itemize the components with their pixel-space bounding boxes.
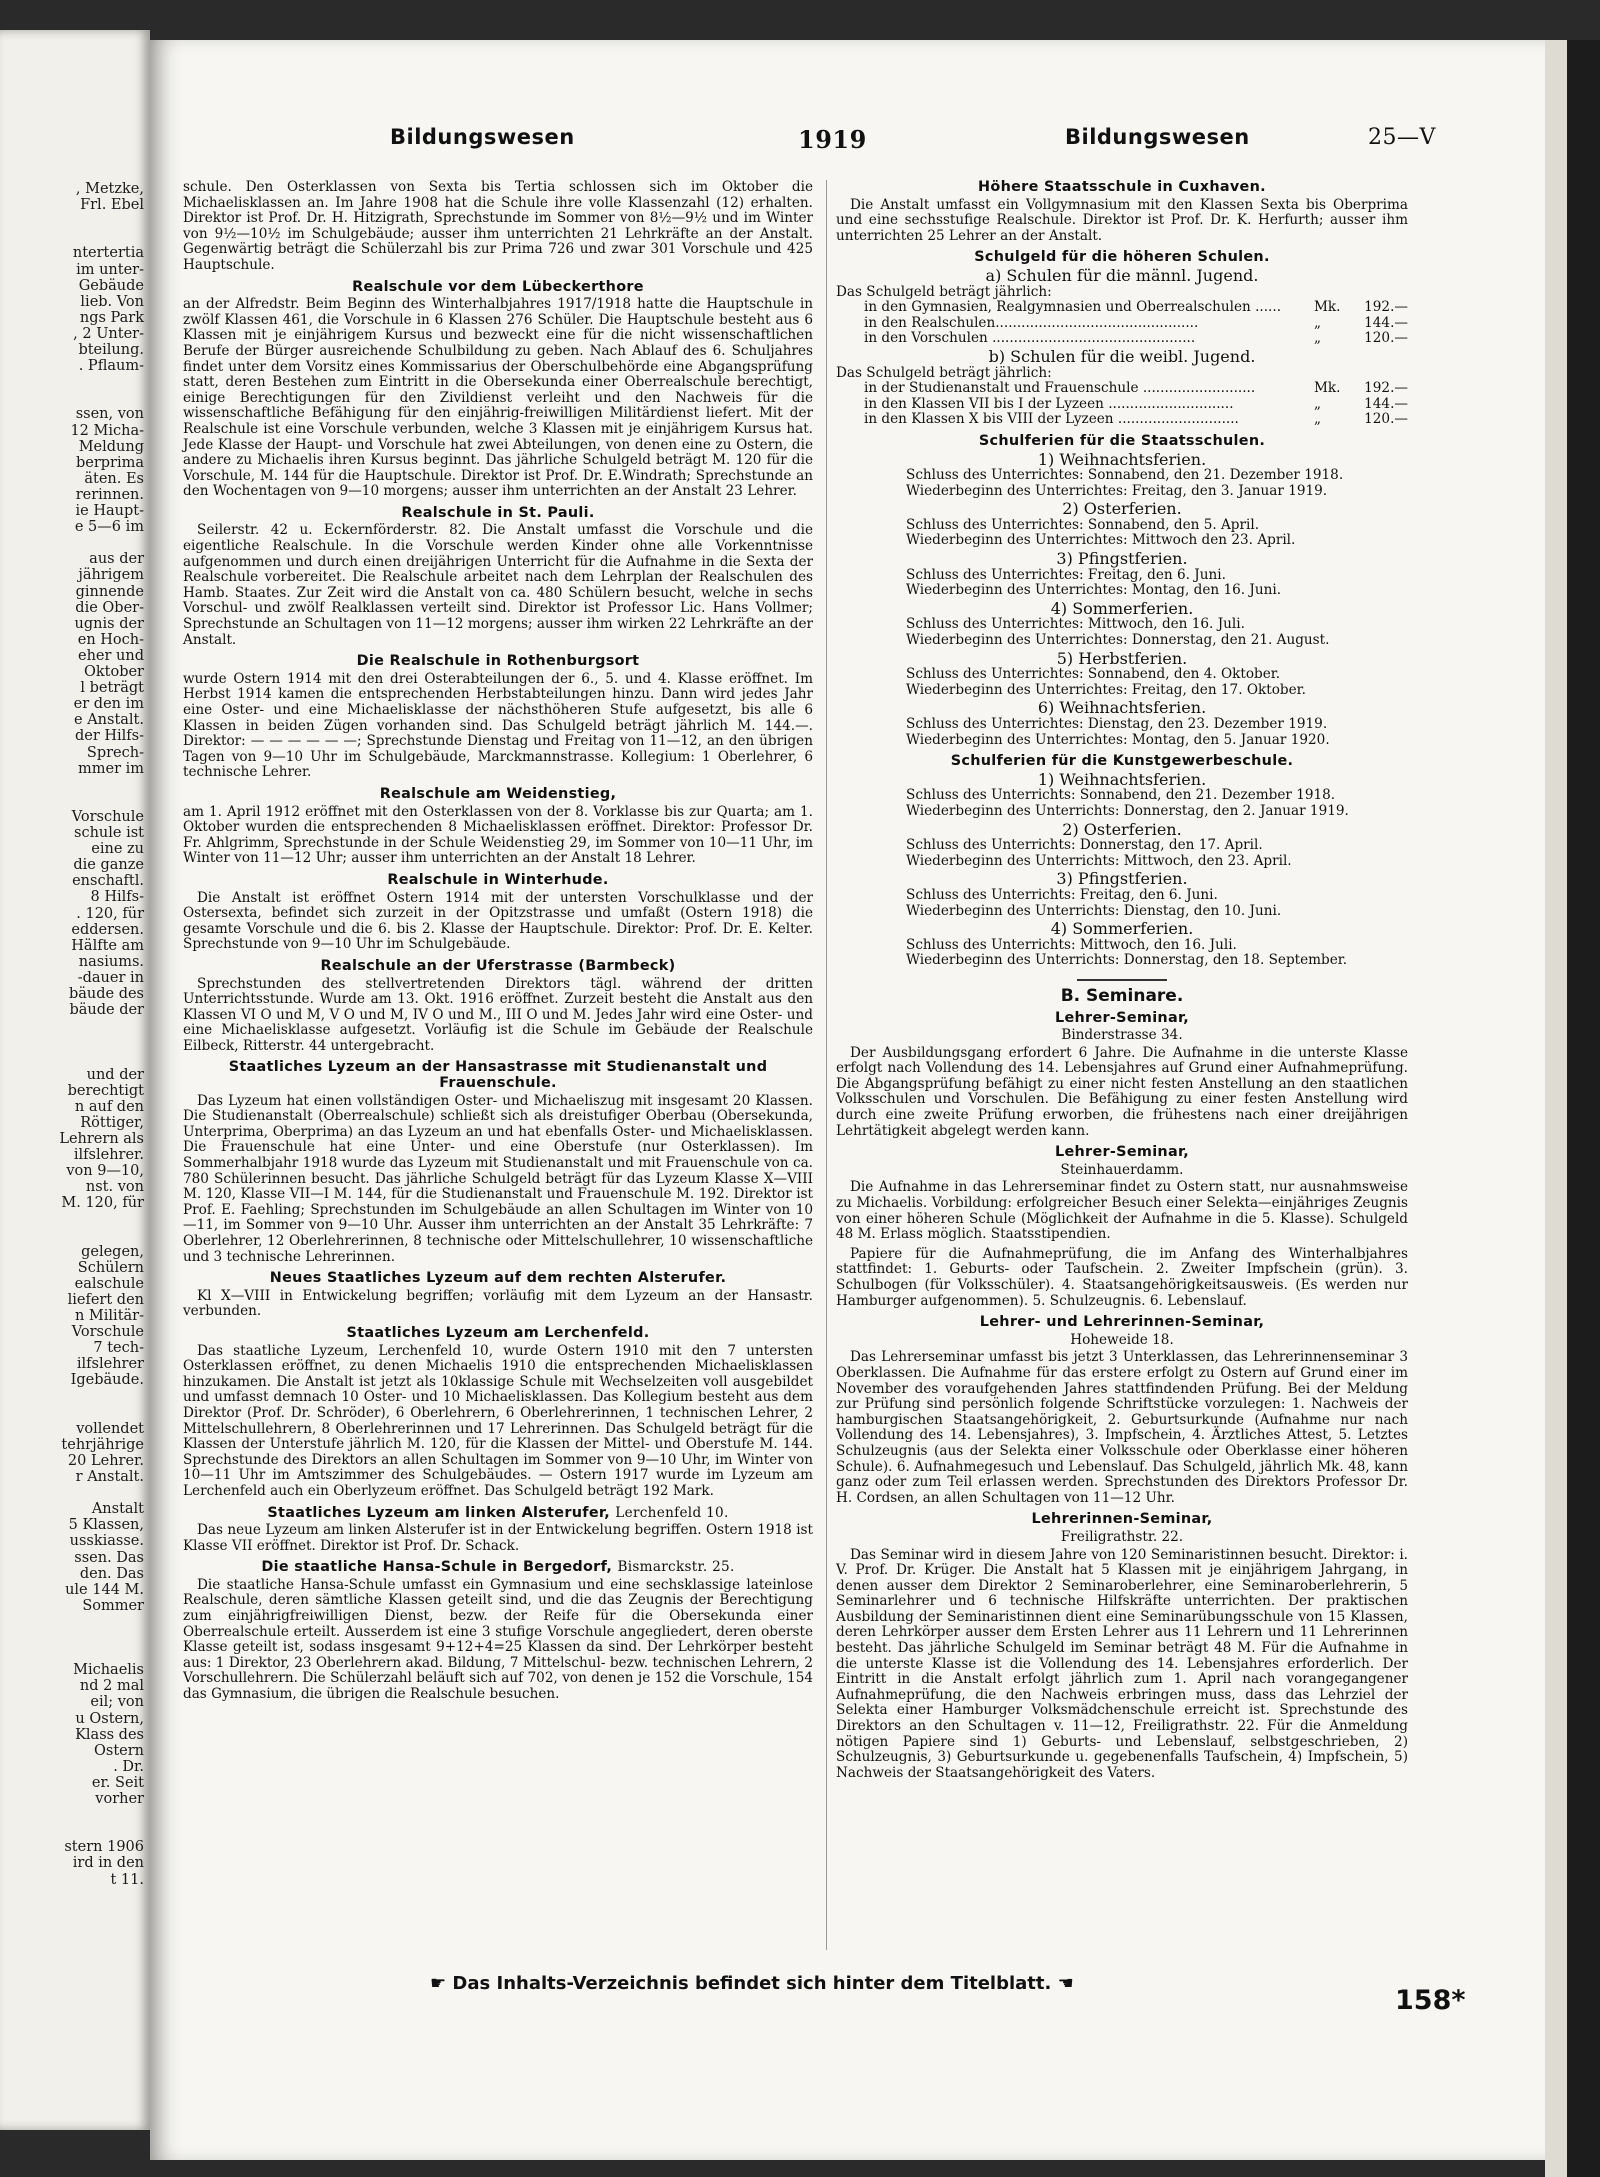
left-page-line: ule 144 M. bbox=[65, 1581, 144, 1598]
holiday-end-line: Schluss des Unterrichtes: Sonnabend, den 4. Oktober. bbox=[906, 666, 1281, 683]
fee-label: in den Gymnasien, Realgymnasien und Oberrealschulen ...... bbox=[864, 299, 1282, 316]
section-text: Das Lyzeum hat einen vollständigen Oster- und Michaeliszug mit insgesamt 20 Klassen. Die Studienanstalt (Oberrealschule) schließt sich als dreistufiger Oberbau (Obersekunda, Unterprima, Oberprima) an das Lyzeum an und hat ebenfalls Oster- und Michaelisklassen. Die Frauenschule hat eine Unter- und eine Oberstufe (nur Osterklassen). Im Sommerhalbjahr 1918 wurde das Lyzeum mit Studienanstalt und mit Frauenschule von ca. 780 Schülerinnen besucht. Das jährliche Schulgeld beträgt für das Lyzeum Klasse X—VIII M. 120, Klasse VII—I M. 144, für die Studienanstalt und Frauenschule M. 192. Direktor ist Prof. E. Faehling; Sprechstunden im Schulgebäude an allen Schultagen im Winter von 10—11, im Sommer von 9—10 Uhr. Ausser ihm unterrichten an der Anstalt 35 Lehrkräfte: 7 Oberlehrer, 12 Oberlehrerinnen, 8 technische oder Mittelschullehrer, 10 wissenschaftliche und 3 technische Lehrerinnen. bbox=[183, 1092, 813, 1265]
left-page-line: Röttiger, bbox=[80, 1114, 144, 1131]
fee-label: in den Klassen VII bis I der Lyzeen ............................. bbox=[864, 395, 1234, 412]
section-title: Realschule an der Uferstrasse (Barmbeck) bbox=[320, 957, 676, 974]
section-text: Die staatliche Hansa-Schule umfasst ein Gymnasium und eine sechsklassige lateinlose Realschule, deren sämtliche Klassen geteilt sind, und die das Zeugnis der Berechtigung zum einjährigfreiwilligen Dienst, bezw. der Reife für die Obersekunda einer Oberrealschule erteilt. Ausserdem ist eine 3 stufige Vorschule angegliedert, deren oberste Klasse geteilt ist, sodass insgesamt 9+12+4=25 Klassen da sind. Der Lehrkörper besteht aus: 1 Direktor, 23 Oberlehrern akad. Bildung, 7 Mittelschul- bezw. technischen Lehrern, 2 Vorschullehrern. Die Schülerzahl beläuft sich auf 702, von denen je 152 die Vorschule, 154 das Gymnasium, die übrigen die Realschule besuchen. bbox=[183, 1576, 813, 1703]
holiday-end-line: Schluss des Unterrichtes: Dienstag, den 23. Dezember 1919. bbox=[906, 716, 1328, 732]
fee-label: in den Vorschulen ............................................... bbox=[864, 330, 1196, 347]
left-page-line: eil; von bbox=[90, 1694, 144, 1711]
holiday-end-line: Schluss des Unterrichtes: Mittwoch, den 16. Juli. bbox=[906, 616, 1245, 633]
holiday-resume-line: Wiederbeginn des Unterrichtes: Donnerstag, den 21. August. bbox=[906, 632, 1330, 649]
seminar-title: Lehrerinnen-Seminar, bbox=[1031, 1511, 1213, 1528]
left-page-line: Frl. Ebel bbox=[80, 197, 144, 214]
section-address: Bismarckstr. 25. bbox=[617, 1559, 735, 1576]
seminar-address: Steinhauerdamm. bbox=[1060, 1161, 1184, 1178]
column-rule bbox=[826, 180, 827, 1950]
fee-currency: „ bbox=[1314, 330, 1322, 347]
left-page-line: Lehrern als bbox=[59, 1130, 144, 1147]
section-text: Die Anstalt ist eröffnet Ostern 1914 mit der untersten Vorschulklasse und der Ostersexta, befindet sich zurzeit in der Opitzstrasse und umfaßt (Ostern 1918) die gesamte Vorschule und die 6. bis 2. Klasse der Hauptschule. Direktor: Prof. Dr. E. Kelter. Sprechstunde von 9—10 Uhr im Schulgebäude. bbox=[183, 889, 813, 953]
left-page-line: ntertertia bbox=[72, 245, 144, 262]
pointing-hand-icon: ☚ bbox=[1057, 1973, 1074, 1994]
left-page-line: schule ist bbox=[74, 825, 144, 841]
holiday-name: 2) Osterferien. bbox=[1062, 499, 1182, 519]
left-page-line: gelegen, bbox=[81, 1243, 144, 1260]
fee-label: in den Klassen X bis VIII der Lyzeen ............................ bbox=[864, 411, 1239, 428]
seminar-address: Freiligrathstr. 22. bbox=[1060, 1528, 1184, 1545]
holiday-end-line: Schluss des Unterrichtes: Sonnabend, den 21. Dezember 1918. bbox=[906, 467, 1344, 484]
left-page-line: nd 2 mal bbox=[79, 1678, 144, 1695]
left-page-line: . Pflaum- bbox=[78, 358, 144, 375]
section-title: Realschule in Winterhude. bbox=[387, 871, 609, 888]
left-page-line: stern 1906 bbox=[64, 1839, 144, 1856]
seminar-text: Das Seminar wird in diesem Jahre von 120 Seminaristinnen besucht. Direktor: i. V. Prof. Dr. Krüger. Die Anstalt hat 5 Klassen mit je einjährigem Jahrgang, in denen ausser dem Direktor 2 Seminaroberlehrer, eine Seminaroberlehrerin, 5 Seminarlehrer und 6 technische Hilfskräfte unterrichten. Der praktischen Ausbildung der Seminaristinnen dient eine Seminarübungsschule von 15 Klassen, deren Lehrkörper ausser dem Ersten Lehrer aus 11 Lehrern und 11 Lehrerinnen besteht. Das jährliche Schulgeld im Seminar beträgt 48 M. Für die Aufnahme in die unterste Klasse ist die Vollendung des 14. Lebensjahres erforderlich. Der Eintritt in die Anstalt erfolgt jährlich zum 1. April nach vorangegangener Aufnahmeprüfung, die den Nachweis erbringen muss, dass das Lehrziel der Selekta einer Hamburger Volksmädchenschule erreicht ist. Sprechstunde des Direktors an den Schultagen v. 11—12, Freiligrathstr. 22. Für die Anmeldung nötigen Papiere sind 1) Geburts- und Lebenslauf, selbstgeschrieben, 2) Schulzeugnis, 3) Geburtsurkunde u. gegebenenfalls Taufschein, 4) Impfschein, 5) Nachweis der Staatsangehörigkeit des Vaters. bbox=[836, 1546, 1408, 1781]
section-title: Die Realschule in Rothenburgsort bbox=[356, 653, 640, 670]
holiday-end-line: Schluss des Unterrichts: Sonnabend, den 21. Dezember 1918. bbox=[906, 787, 1336, 804]
left-page-line: Gebäude bbox=[78, 277, 144, 294]
left-page-line: ilfslehrer. bbox=[73, 1147, 144, 1163]
left-page-line: ird in den bbox=[72, 1855, 144, 1872]
left-page-line: ngs Park bbox=[79, 309, 144, 326]
left-page-line: M. 120, für bbox=[61, 1195, 144, 1212]
section-text: Das neue Lyzeum am linken Alsterufer ist in der Entwickelung begriffen. Ostern 1918 ist Klasse VII eröffnet. Direktor ist Prof. Dr. Schack. bbox=[183, 1522, 813, 1554]
left-page-line: äten. Es bbox=[84, 470, 144, 487]
left-page-line: im unter- bbox=[76, 261, 144, 278]
holiday-name: 1) Weihnachtsferien. bbox=[1037, 769, 1207, 789]
section-address: Lerchenfeld 10. bbox=[615, 1504, 729, 1521]
holiday-name: 5) Herbstferien. bbox=[1056, 648, 1188, 668]
left-page-line: . 120, für bbox=[76, 905, 144, 922]
divider bbox=[1077, 979, 1167, 981]
left-page-line: liefert den bbox=[67, 1291, 144, 1308]
holiday-resume-line: Wiederbeginn des Unterrichtes: Mittwoch den 23. April. bbox=[906, 532, 1296, 549]
subheading: a) Schulen für die männl. Jugend. bbox=[985, 265, 1259, 285]
seminar-title: Lehrer-Seminar, bbox=[1054, 1144, 1190, 1161]
section-title: Realschule vor dem Lübeckerthore bbox=[352, 278, 644, 295]
left-page-line: tehrjährige bbox=[61, 1436, 144, 1453]
seminar-text: Das Lehrerseminar umfasst bis jetzt 3 Unterklassen, das Lehrerinnenseminar 3 Oberklassen. Die Aufnahme für das erstere erfolgt zu Ostern auf Grund einer im November des voraufgehenden Jahres stattfindenden Prüfung. Bei der Meldung zur Prüfung sind persönlich folgende Schriftstücke vorzulegen: 1. Nachweis der hamburgischen Staatsangehörigkeit, 2. Geburtsurkunde (Aufnahme nur nach Vollendung des 14. Lebensjahres), 3. Impfschein, 4. Ärztliches Attest, 5. Letztes Schulzeugnis (aus der Selekta einer Volksschule oder Oberklasse einer höheren Schule). 6. Aufnahmegesuch und Lebenslauf. Das Schulgeld, jährlich Mk. 48, kann ganz oder zum Teil erlassen werden. Sprechstunden des Direktors Professor Dr. H. Cordsen, an allen Schultagen von 11—12 Uhr. bbox=[836, 1349, 1408, 1506]
left-page-line: Michaelis bbox=[73, 1662, 144, 1679]
holiday-list-kunstgewerbeschule bbox=[836, 769, 1408, 969]
left-page-line: vorher bbox=[95, 1791, 144, 1807]
fee-label: in der Studienanstalt und Frauenschule .......................... bbox=[864, 380, 1256, 397]
holiday-name: 1) Weihnachtsferien. bbox=[1037, 449, 1207, 469]
left-page-line: n Militär- bbox=[74, 1308, 144, 1324]
left-page-line: l beträgt bbox=[80, 680, 144, 697]
section-text: Die Anstalt umfasst ein Vollgymnasium mit den Klassen Sexta bis Oberprima und eine sechsstufige Realschule. Direktor ist Prof. Dr. K. Herfurth; ausser ihm unterrichten 25 Lehrer an der Anstalt. bbox=[836, 196, 1408, 244]
left-page-edge bbox=[0, 30, 150, 2130]
section-title: Realschule am Weidenstieg, bbox=[379, 785, 617, 802]
holiday-name: 4) Sommerferien. bbox=[1050, 598, 1194, 618]
left-page-line: . Dr. bbox=[113, 1758, 144, 1775]
section-title-with-address bbox=[183, 1506, 813, 1522]
section-title-with-address bbox=[183, 1560, 813, 1576]
holiday-resume-line: Wiederbeginn des Unterrichts: Donnerstag, den 18. September. bbox=[906, 952, 1348, 969]
section-text: Das staatliche Lyzeum, Lerchenfeld 10, wurde Ostern 1910 mit den 7 untersten Osterklassen eröffnet, zu denen Michaelis 1910 die entsprechenden Michaelisklassen hinzukamen. Die Anstalt ist jetzt als 10klassige Schule mit Wechselzeiten voll ausgebildet und umfasst demnach 10 Oster- und 10 Michaelisklassen. Das Kollegium besteht aus dem Direktor (Prof. Dr. Schröder), 6 Oberlehrern, 6 Oberlehrerinnen, 1 technischen Lehrer, 2 Mittelschullehrern, 8 Oberlehrerinnen und 17 Lehrerinnen. Das Schulgeld beträgt für die Klassen der Unterstufe jährlich M. 120, für die Klassen der Mittel- und Oberstufe M. 144. Sprechstunde des Direktors an allen Schultagen im Sommer von 9—10 Uhr, im Winter von 10—11 Uhr im Amtszimmer des Schulgebäudes. — Ostern 1917 wurde im Lyzeum am Lerchenfeld auch ein Oberlyzeum eröffnet. Das Schulgeld beträgt 192 Mark. bbox=[183, 1342, 813, 1499]
left-page-line: eher und bbox=[77, 647, 144, 664]
page-stack-strip bbox=[1545, 40, 1567, 2177]
holiday-end-line: Schluss des Unterrichtes: Sonnabend, den 5. April. bbox=[906, 516, 1260, 533]
left-page-line: ealschule bbox=[74, 1275, 144, 1292]
left-page-line: aus der bbox=[89, 551, 144, 568]
left-page-line: nst. von bbox=[85, 1179, 144, 1196]
left-page-line: berechtigt bbox=[67, 1082, 144, 1099]
left-page-line: 8 Hilfs- bbox=[90, 889, 144, 906]
holiday-end-line: Schluss des Unterrichtes: Freitag, den 6. Juni. bbox=[906, 566, 1226, 583]
left-page-line: Hälfte am bbox=[71, 937, 144, 954]
fee-currency: Mk. bbox=[1314, 380, 1341, 397]
left-page-line: Meldung bbox=[78, 438, 144, 455]
left-page-line: u Ostern, bbox=[75, 1710, 144, 1727]
fee-currency: „ bbox=[1314, 395, 1322, 412]
holiday-name: 2) Osterferien. bbox=[1062, 819, 1182, 839]
subheading: b) Schulen für die weibl. Jugend. bbox=[988, 346, 1256, 366]
left-page-line: jährigem bbox=[78, 567, 144, 584]
left-page-line: -dauer in bbox=[77, 969, 144, 986]
left-page-line: , 2 Unter- bbox=[73, 325, 144, 342]
footer-note bbox=[430, 1973, 1074, 1994]
holiday-name: 3) Pfingstferien. bbox=[1056, 869, 1188, 889]
footer-text: Das Inhalts-Verzeichnis befindet sich hinter dem Titelblatt. bbox=[452, 1973, 1052, 1994]
section-title: Realschule in St. Pauli. bbox=[401, 504, 595, 521]
left-page-line: e Anstalt. bbox=[74, 712, 144, 729]
left-page-line: mmer im bbox=[77, 760, 144, 777]
section-title: Staatliches Lyzeum an der Hansastrasse mit Studienanstalt und Frauenschule. bbox=[228, 1059, 768, 1092]
left-page-line: er den im bbox=[73, 696, 144, 713]
left-page-line: Vorschule bbox=[71, 1324, 144, 1341]
section-text: Kl X—VIII in Entwickelung begriffen; vorläufig mit dem Lyzeum an der Hansastr. verbunden. bbox=[183, 1287, 813, 1320]
header-right: Bildungswesen bbox=[1065, 125, 1250, 149]
left-page-line: eine zu bbox=[91, 841, 144, 858]
left-page-line: t 11. bbox=[110, 1871, 144, 1888]
left-page-line: ilfslehrer bbox=[76, 1356, 144, 1373]
left-page-line: vollendet bbox=[76, 1420, 144, 1437]
seminar-title: Lehrer- und Lehrerinnen-Seminar, bbox=[979, 1314, 1265, 1331]
fee-amount: 144.— bbox=[1364, 395, 1408, 412]
left-page-line: Schülern bbox=[77, 1259, 144, 1276]
section-title: Höhere Staatsschule in Cuxhaven. bbox=[978, 179, 1266, 195]
section-title: Staatliches Lyzeum am Lerchenfeld. bbox=[346, 1324, 650, 1341]
left-page-line: 7 tech- bbox=[93, 1340, 144, 1357]
holiday-resume-line: Wiederbeginn des Unterrichtes: Montag, den 5. Januar 1920. bbox=[906, 731, 1330, 748]
left-page-line: enschaftl. bbox=[72, 873, 144, 890]
left-page-line: Sommer bbox=[82, 1597, 144, 1614]
seminar-address: Binderstrasse 34. bbox=[1061, 1027, 1183, 1044]
header-left: Bildungswesen bbox=[390, 125, 575, 149]
section-title-text: Die staatliche Hansa-Schule in Bergedorf, bbox=[261, 1559, 613, 1576]
fee-currency: Mk. bbox=[1314, 299, 1341, 316]
fee-row bbox=[836, 412, 1408, 428]
left-page-line: rerinnen. bbox=[75, 486, 144, 503]
fee-label: in den Realschulen............................................... bbox=[864, 314, 1199, 331]
left-page-line: , Metzke, bbox=[75, 181, 144, 197]
left-page-line: Ostern bbox=[93, 1742, 144, 1759]
intro-paragraph: schule. Den Osterklassen von Sexta bis Tertia schlossen sich im Oktober die Michaelisklassen an. Im Jahre 1908 hat die Schule ihre volle Klassenzahl (12) erhalten. Direktor ist Prof. Dr. H. Hitzigrath, Sprechstunde im Sommer von 8½—9½ und im Winter von 9½—10½ im Schulgebäude; ausser ihm unterrichten 21 Lehrkräfte an der Anstalt. Gegenwärtig beträgt die Schülerzahl bis zur Prima 726 und zwar 301 Vorschule und 425 Hauptschule. bbox=[183, 179, 813, 273]
left-page-line: n auf den bbox=[74, 1098, 144, 1115]
holiday-resume-line: Wiederbeginn des Unterrichts: Mittwoch, den 23. April. bbox=[906, 852, 1292, 869]
seminar-title: Lehrer-Seminar, bbox=[1054, 1009, 1190, 1026]
left-page-line: den. Das bbox=[79, 1565, 144, 1582]
fee-amount: 192.— bbox=[1364, 380, 1408, 397]
holiday-resume-line: Wiederbeginn des Unterrichtes: Montag, den 16. Juni. bbox=[906, 582, 1282, 599]
section-text: Seilerstr. 42 u. Eckernförderstr. 82. Die Anstalt umfasst die Vorschule und die eigentliche Realschule. In die Vorschule werden Kinder ohne alle Vorkenntnisse aufgenommen und durch einen dreijährigen Unterricht für die Aufnahme in die Sexta der Realschule vorbereitet. Die Realschule arbeitet nach dem Lehrplan der Realschulen des Hamb. Staates. Zur Zeit wird die Anstalt von ca. 480 Schülern besucht, welche in sechs Vorschul- und zwölf Realklassen verteilt sind. Direktor ist Professor Lic. Hans Vollmer; Sprechstunde an Schultagen von 11—12 morgens; ausser ihm wirken 22 Lehrkräfte an der Anstalt. bbox=[183, 522, 813, 648]
holiday-end-line: Schluss des Unterrichts: Donnerstag, den 17. April. bbox=[906, 837, 1263, 854]
fee-row bbox=[836, 300, 1408, 316]
seminar-text: Papiere für die Aufnahmeprüfung, die im Anfang des Winterhalbjahres stattfindet: 1. Geburts- oder Taufschein. 2. Zweiter Impfschein (grün). 3. Schulbogen (für Volksschüler). 4. Staatsangehörigkeitsausweis. (Es werden nur Hamburger aufgenommen). 5. Schulzeugnis. 6. Lebenslauf. bbox=[836, 1245, 1408, 1309]
holiday-resume-line: Wiederbeginn des Unterrichtes: Freitag, den 3. Januar 1919. bbox=[906, 482, 1328, 499]
section-title-text: Staatliches Lyzeum am linken Alsterufer, bbox=[267, 1504, 610, 1521]
section-title: Schulgeld für die höheren Schulen. bbox=[974, 249, 1270, 266]
left-page-line: von 9—10, bbox=[66, 1163, 144, 1180]
holiday-resume-line: Wiederbeginn des Unterrichtes: Freitag, den 17. Oktober. bbox=[906, 681, 1306, 698]
left-page-line: ssen. Das bbox=[74, 1549, 144, 1566]
fee-intro: Das Schulgeld beträgt jährlich: bbox=[836, 364, 1052, 381]
left-page-line: nasiums. bbox=[78, 953, 144, 970]
left-page-line: 20 Lehrer. bbox=[67, 1452, 144, 1469]
fee-row bbox=[836, 316, 1408, 332]
fee-row bbox=[836, 381, 1408, 397]
holiday-list-staatsschulen bbox=[836, 449, 1408, 749]
section-text: Sprechstunden des stellvertretenden Direktors tägl. während der dritten Unterrichtsstunde. Wurde am 13. Okt. 1916 eröffnet. Zurzeit besteht die Anstalt aus den Klassen VI O und M, V O und M, IV O und M., III O und M. Jedes Jahr wird eine Oster- und eine Michaelisklasse aufgesetzt. Vorläufig ist die Schule im Gebäude der Realschule Eilbeck, Ritterstr. 44 untergebracht. bbox=[183, 975, 813, 1054]
left-page-line: ie Haupt- bbox=[75, 503, 144, 519]
left-page-line: Sprech- bbox=[86, 744, 144, 761]
left-page-line: bäude des bbox=[68, 986, 144, 1002]
left-column bbox=[183, 180, 813, 1707]
left-page-line: r Anstalt. bbox=[75, 1469, 144, 1485]
header-page-code: 25—V bbox=[1368, 125, 1436, 150]
left-page-line: 12 Micha- bbox=[70, 422, 144, 439]
seminar-text: Die Aufnahme in das Lehrerseminar findet zu Ostern statt, nur ausnahmsweise zu Michaelis. Vorbildung: erfolgreicher Besuch einer Selekta—einjähriges Zeugnis von einer höheren Schule (Möglichkeit der Aufnahme in die 5. Klasse). Schulgeld 48 M. Erlass möglich. Staatsstipendien. bbox=[836, 1179, 1408, 1243]
seminar-text: Der Ausbildungsgang erfordert 6 Jahre. Die Aufnahme in die unterste Klasse erfolgt nach Vollendung des 14. Lebensjahres auf Grund einer Aufnahmeprüfung. Die Abgangsprüfung befähigt zu einer nicht festen Anstellung an den staatlichen Volksschulen und Vorschulen. Die Befähigung zu einer festen Anstellung wird durch eine zweite Prüfung erworben, die frühestens nach einer dreijährigen Lehrtätigkeit abgelegt werden kann. bbox=[836, 1044, 1408, 1139]
left-page-line: e 5—6 im bbox=[74, 519, 144, 536]
left-page-line: und der bbox=[86, 1066, 144, 1083]
right-column bbox=[836, 180, 1408, 1785]
pointing-hand-icon: ☛ bbox=[430, 1973, 447, 1994]
fee-table-male bbox=[836, 300, 1408, 347]
left-page-line: Klass des bbox=[75, 1726, 144, 1743]
fee-table-female bbox=[836, 381, 1408, 428]
holiday-name: 3) Pfingstferien. bbox=[1056, 549, 1188, 569]
left-page-line: der Hilfs- bbox=[74, 728, 144, 745]
left-page-line: lieb. Von bbox=[80, 293, 144, 310]
section-text: an der Alfredstr. Beim Beginn des Winterhalbjahres 1917/1918 hatte die Hauptschule in zwölf Klassen 461, die Vorschule in 6 Klassen 276 Schüler. Die Hauptschule besteht aus 6 Klassen mit je einjährigem Kursus und bezweckt eine für die nicht wissenschaftlichen Berufe der Bürger ausreichende Schulbildung zu geben. Nach Ablauf des 6. Schuljahres findet unter dem Vorsitz eines Kommissarius der Oberschulbehörde eine Abgangsprüfung statt, deren Bestehen zum Eintritt in die Obersekunda einer Oberrealschule berechtigt, einige Berechtigungen für den Zivildienst verleiht und den Nachweis für die wissenschaftliche Befähigung für den einjährig-freiwilligen Militärdienst liefert. Mit der Realschule ist eine Vorschule verbunden, welche 3 Klassen mit je einjährigem Kursus hat. Jede Klasse der Haupt- und Vorschule hat zwei Abteilungen, von denen eine zu Ostern, die andere zu Michaelis ihren Kursus beginnt. Das jährliche Schulgeld beträgt M. 120 für die Vorschule, M. 144 für die Hauptschule. Direktor ist Prof. Dr. E.Windrath; Sprechstunde an den Wochentagen von 9—10 morgens; ausser ihm unterrichten an der Anstalt 23 Lehrer. bbox=[183, 296, 813, 500]
fee-currency: „ bbox=[1314, 411, 1322, 428]
holiday-end-line: Schluss des Unterrichts: Mittwoch, den 16. Juli. bbox=[906, 936, 1237, 953]
left-page-line: bteilung. bbox=[78, 342, 144, 358]
left-page-line: ssen, von bbox=[75, 406, 144, 423]
section-title: Schulferien für die Kunstgewerbeschule. bbox=[950, 753, 1294, 770]
right-page-edge bbox=[1545, 40, 1600, 2177]
left-page-line: ginnende bbox=[75, 583, 144, 600]
left-page-line: en Hoch- bbox=[77, 631, 144, 648]
fee-row bbox=[836, 331, 1408, 347]
left-page-line: usskiasse. bbox=[69, 1533, 144, 1550]
holiday-name: 4) Sommerferien. bbox=[1050, 919, 1194, 939]
left-page-line: die ganze bbox=[73, 857, 144, 874]
fee-intro: Das Schulgeld beträgt jährlich: bbox=[836, 283, 1052, 300]
holiday-resume-line: Wiederbeginn des Unterrichts: Dienstag, den 10. Juni. bbox=[906, 902, 1282, 919]
holiday-name: 6) Weihnachtsferien. bbox=[1037, 698, 1207, 718]
left-page-line: Vorschule bbox=[71, 808, 144, 825]
fee-amount: 144.— bbox=[1364, 314, 1408, 331]
holiday-resume-line: Wiederbeginn des Unterrichts: Donnerstag, den 2. Januar 1919. bbox=[906, 802, 1349, 819]
header-year: 1919 bbox=[798, 125, 867, 154]
left-page-line: Anstalt bbox=[91, 1501, 144, 1518]
page-number: 158* bbox=[1395, 1985, 1466, 2016]
holiday-end-line: Schluss des Unterrichts: Freitag, den 6. Juni. bbox=[906, 886, 1218, 903]
left-page-line: die Ober- bbox=[75, 599, 144, 616]
fee-row bbox=[836, 397, 1408, 413]
left-page-line: ugnis der bbox=[74, 615, 144, 632]
left-page-line: eddersen. bbox=[71, 921, 144, 938]
left-page-line: Oktober bbox=[83, 664, 144, 680]
fee-amount: 192.— bbox=[1364, 299, 1408, 316]
left-page-line: er. Seit bbox=[91, 1774, 144, 1791]
left-page-line: 5 Klassen, bbox=[68, 1517, 144, 1534]
left-page-line: Igebäude. bbox=[70, 1372, 144, 1389]
section-text: am 1. April 1912 eröffnet mit den Osterklassen von der 8. Vorklasse bis zur Quarta; am 1. Oktober wurden die entsprechenden 8 Michaelisklassen eröffnet. Direktor: Professor Dr. Fr. Ahlgrimm, Sprechstunde in der Schule Weidenstieg 29, im Sommer von 10—11 Uhr, im Winter von 11—12 Uhr; ausser ihm unterrichten an der Anstalt 18 Lehrer. bbox=[183, 803, 813, 867]
fee-currency: „ bbox=[1314, 314, 1322, 331]
section-text: wurde Ostern 1914 mit den drei Osterabteilungen der 6., 5. und 4. Klasse eröffnet. Im Herbst 1914 kamen die entsprechenden Herbstabteilungen hinzu. Dann wird jedes Jahr eine Oster- und eine Michaelisklasse der nächsthöheren Stufe aufgesetzt, bis alle 6 Klassen in beiden Zügen vorhanden sind. Das Schulgeld beträgt jährlich M. 144.—. Direktor: — — — — — —; Sprechstunde Dienstag und Freitag von 11—12, an den übrigen Tagen von 9—10 Uhr im Schulgebäude, Marckmannstrasse. Kollegium: 1 Oberlehrer, 6 technische Lehrer. bbox=[183, 670, 813, 781]
section-heading-seminare: B. Seminare. bbox=[1060, 985, 1184, 1006]
left-page-line: bäude der bbox=[69, 1002, 144, 1019]
section-title: Neues Staatliches Lyzeum auf dem rechten Alsterufer. bbox=[269, 1270, 727, 1287]
seminar-address: Hoheweide 18. bbox=[1070, 1331, 1174, 1348]
left-page-line: berprima bbox=[75, 454, 144, 471]
fee-amount: 120.— bbox=[1364, 411, 1408, 428]
fee-amount: 120.— bbox=[1364, 330, 1408, 347]
section-title: Schulferien für die Staatsschulen. bbox=[978, 432, 1266, 449]
